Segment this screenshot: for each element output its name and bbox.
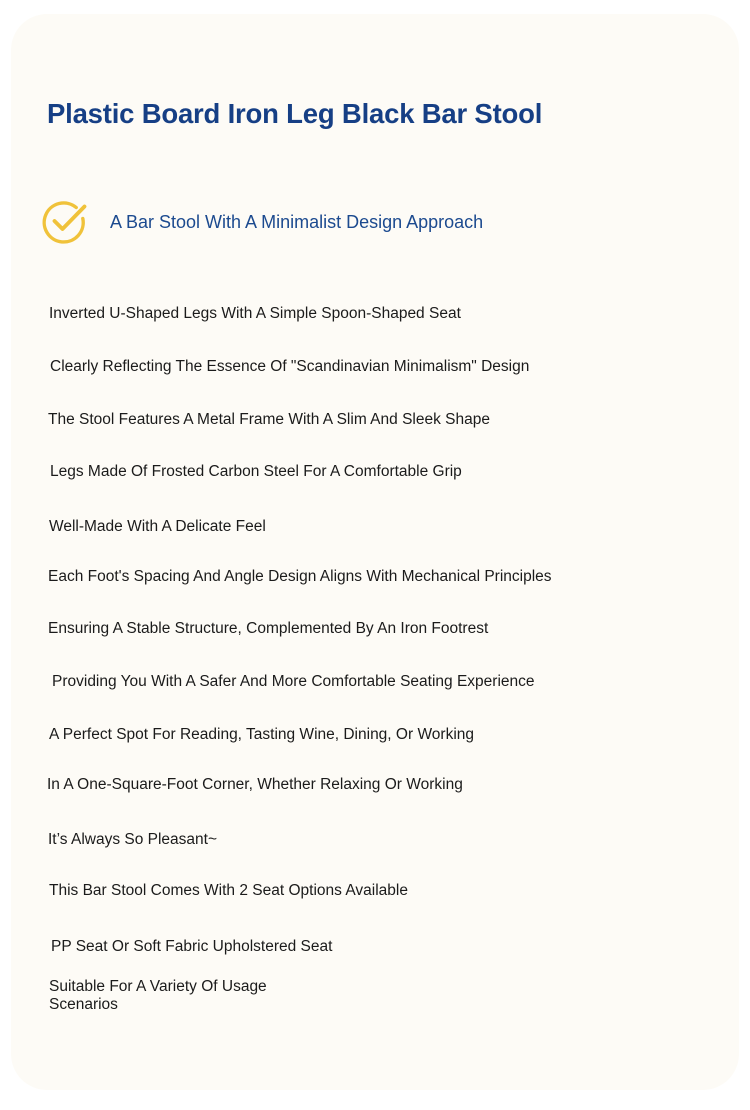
feature-line: Legs Made Of Frosted Carbon Steel For A Comfortable Grip — [50, 463, 462, 480]
feature-line: Providing You With A Safer And More Comfortable Seating Experience — [52, 673, 535, 690]
feature-line: This Bar Stool Comes With 2 Seat Options Available — [49, 882, 408, 899]
feature-line: Suitable For A Variety Of Usage Scenarios — [49, 978, 267, 1013]
feature-line: Well-Made With A Delicate Feel — [49, 518, 266, 535]
feature-line: In A One-Square-Foot Corner, Whether Relaxing Or Working — [47, 776, 463, 793]
feature-line: The Stool Features A Metal Frame With A Slim And Sleek Shape — [48, 411, 490, 428]
feature-line: Each Foot's Spacing And Angle Design Aligns With Mechanical Principles — [48, 568, 552, 585]
feature-line: It’s Always So Pleasant~ — [48, 831, 218, 848]
feature-line: Clearly Reflecting The Essence Of "Scandinavian Minimalism" Design — [50, 358, 530, 375]
feature-line: PP Seat Or Soft Fabric Upholstered Seat — [51, 938, 333, 955]
feature-line: Ensuring A Stable Structure, Complemented By An Iron Footrest — [48, 620, 489, 637]
product-title: Plastic Board Iron Leg Black Bar Stool — [47, 98, 543, 129]
product-card — [11, 14, 739, 1090]
subtitle-row — [40, 198, 483, 246]
feature-line: Inverted U-Shaped Legs With A Simple Spoon-Shaped Seat — [49, 305, 461, 322]
feature-line: A Perfect Spot For Reading, Tasting Wine, Dining, Or Working — [49, 726, 475, 743]
subtitle: A Bar Stool With A Minimalist Design Approach — [110, 211, 484, 232]
check-circle-icon — [40, 198, 88, 246]
